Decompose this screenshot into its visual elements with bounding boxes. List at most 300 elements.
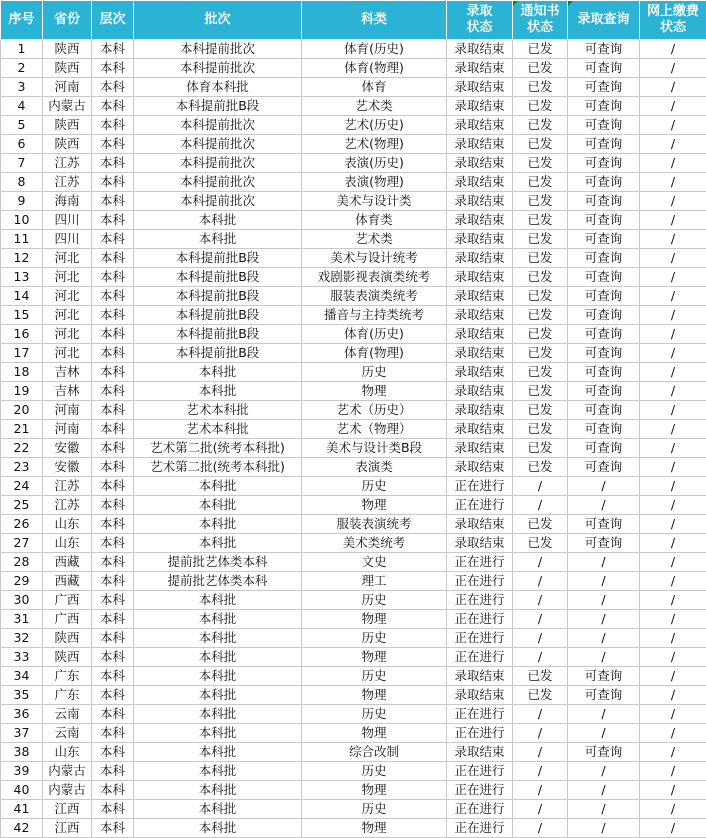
cell-batch: 本科提前批次 xyxy=(134,173,302,192)
table-row xyxy=(1,496,706,515)
table-row xyxy=(1,78,706,97)
cell-admission-query: 可查询 xyxy=(568,287,640,306)
cell-admission-query: 可查询 xyxy=(568,40,640,59)
cell-level: 本科 xyxy=(92,59,134,78)
cell-level: 本科 xyxy=(92,515,134,534)
cell-payment-status: / xyxy=(640,534,706,553)
header-payment-status xyxy=(640,1,706,40)
cell-admission-status: 录取结束 xyxy=(447,268,513,287)
cell-notice-status: 已发 xyxy=(513,192,568,211)
cell-payment-status: / xyxy=(640,553,706,572)
table-row xyxy=(1,800,706,819)
table-row xyxy=(1,534,706,553)
table-row xyxy=(1,686,706,705)
cell-notice-status: 已发 xyxy=(513,420,568,439)
cell-payment-status: / xyxy=(640,686,706,705)
cell-province: 河南 xyxy=(43,78,92,97)
cell-notice-status: 已发 xyxy=(513,78,568,97)
cell-level: 本科 xyxy=(92,534,134,553)
cell-level: 本科 xyxy=(92,591,134,610)
cell-index: 2 xyxy=(1,59,43,78)
cell-province: 江苏 xyxy=(43,173,92,192)
table-row xyxy=(1,667,706,686)
table-row xyxy=(1,306,706,325)
cell-level: 本科 xyxy=(92,705,134,724)
cell-admission-status: 录取结束 xyxy=(447,306,513,325)
cell-category: 服装表演统考 xyxy=(302,515,447,534)
cell-level: 本科 xyxy=(92,249,134,268)
cell-level: 本科 xyxy=(92,173,134,192)
cell-category: 表演(物理) xyxy=(302,173,447,192)
table-row xyxy=(1,705,706,724)
cell-payment-status: / xyxy=(640,154,706,173)
cell-notice-status: / xyxy=(513,496,568,515)
cell-level: 本科 xyxy=(92,325,134,344)
cell-category: 艺术（物理） xyxy=(302,420,447,439)
cell-category: 艺术类 xyxy=(302,230,447,249)
cell-category: 艺术(物理) xyxy=(302,135,447,154)
cell-category: 历史 xyxy=(302,667,447,686)
cell-index: 22 xyxy=(1,439,43,458)
cell-notice-status: 已发 xyxy=(513,211,568,230)
cell-batch: 艺术第二批(统考本科批) xyxy=(134,458,302,477)
table-row xyxy=(1,268,706,287)
comment-marker-icon xyxy=(568,1,573,6)
cell-notice-status: / xyxy=(513,629,568,648)
cell-category: 体育(历史) xyxy=(302,40,447,59)
cell-payment-status: / xyxy=(640,477,706,496)
cell-admission-query: / xyxy=(568,648,640,667)
cell-index: 40 xyxy=(1,781,43,800)
cell-batch: 本科批 xyxy=(134,477,302,496)
cell-notice-status: 已发 xyxy=(513,344,568,363)
cell-level: 本科 xyxy=(92,97,134,116)
cell-notice-status: 已发 xyxy=(513,59,568,78)
cell-admission-status: 录取结束 xyxy=(447,97,513,116)
cell-batch: 本科提前批次 xyxy=(134,59,302,78)
cell-payment-status: / xyxy=(640,705,706,724)
cell-admission-query: / xyxy=(568,496,640,515)
cell-level: 本科 xyxy=(92,572,134,591)
cell-admission-query: / xyxy=(568,819,640,838)
cell-level: 本科 xyxy=(92,401,134,420)
cell-batch: 提前批艺体类本科 xyxy=(134,572,302,591)
cell-batch: 本科批 xyxy=(134,363,302,382)
cell-category: 体育(物理) xyxy=(302,59,447,78)
cell-category: 历史 xyxy=(302,629,447,648)
comment-marker-icon xyxy=(513,1,518,6)
cell-province: 广西 xyxy=(43,591,92,610)
cell-category: 艺术类 xyxy=(302,97,447,116)
cell-index: 27 xyxy=(1,534,43,553)
cell-level: 本科 xyxy=(92,686,134,705)
table-row xyxy=(1,154,706,173)
cell-admission-status: 正在进行 xyxy=(447,724,513,743)
cell-admission-status: 录取结束 xyxy=(447,211,513,230)
table-row xyxy=(1,477,706,496)
header-label: 通知书 状态 xyxy=(520,4,559,35)
cell-index: 28 xyxy=(1,553,43,572)
cell-admission-query: 可查询 xyxy=(568,211,640,230)
cell-payment-status: / xyxy=(640,743,706,762)
cell-province: 内蒙古 xyxy=(43,762,92,781)
cell-level: 本科 xyxy=(92,496,134,515)
cell-notice-status: 已发 xyxy=(513,382,568,401)
header-admission-query xyxy=(568,1,640,40)
cell-category: 体育 xyxy=(302,78,447,97)
cell-category: 表演(历史) xyxy=(302,154,447,173)
cell-admission-query: / xyxy=(568,591,640,610)
cell-index: 36 xyxy=(1,705,43,724)
cell-province: 河北 xyxy=(43,344,92,363)
cell-index: 3 xyxy=(1,78,43,97)
cell-province: 吉林 xyxy=(43,382,92,401)
cell-index: 26 xyxy=(1,515,43,534)
table-row xyxy=(1,458,706,477)
cell-admission-query: / xyxy=(568,800,640,819)
cell-index: 30 xyxy=(1,591,43,610)
cell-index: 7 xyxy=(1,154,43,173)
cell-province: 山东 xyxy=(43,743,92,762)
cell-notice-status: / xyxy=(513,477,568,496)
cell-admission-status: 录取结束 xyxy=(447,458,513,477)
cell-admission-status: 录取结束 xyxy=(447,173,513,192)
cell-admission-query: / xyxy=(568,572,640,591)
cell-payment-status: / xyxy=(640,439,706,458)
cell-notice-status: 已发 xyxy=(513,116,568,135)
cell-admission-query: 可查询 xyxy=(568,78,640,97)
cell-payment-status: / xyxy=(640,648,706,667)
table-row xyxy=(1,173,706,192)
cell-notice-status: / xyxy=(513,705,568,724)
cell-admission-query: 可查询 xyxy=(568,230,640,249)
cell-admission-status: 录取结束 xyxy=(447,515,513,534)
cell-admission-query: 可查询 xyxy=(568,363,640,382)
cell-admission-query: / xyxy=(568,724,640,743)
cell-payment-status: / xyxy=(640,401,706,420)
cell-index: 16 xyxy=(1,325,43,344)
cell-batch: 本科提前批B段 xyxy=(134,306,302,325)
cell-level: 本科 xyxy=(92,287,134,306)
cell-province: 河南 xyxy=(43,401,92,420)
cell-batch: 本科提前批B段 xyxy=(134,268,302,287)
cell-admission-query: 可查询 xyxy=(568,249,640,268)
cell-admission-status: 录取结束 xyxy=(447,401,513,420)
cell-level: 本科 xyxy=(92,306,134,325)
table-row xyxy=(1,40,706,59)
cell-province: 陕西 xyxy=(43,648,92,667)
cell-admission-query: 可查询 xyxy=(568,534,640,553)
cell-province: 内蒙古 xyxy=(43,781,92,800)
cell-index: 34 xyxy=(1,667,43,686)
cell-batch: 本科批 xyxy=(134,496,302,515)
cell-batch: 本科批 xyxy=(134,211,302,230)
header-level xyxy=(92,1,134,40)
cell-category: 体育类 xyxy=(302,211,447,230)
cell-admission-status: 录取结束 xyxy=(447,325,513,344)
cell-payment-status: / xyxy=(640,173,706,192)
cell-index: 42 xyxy=(1,819,43,838)
cell-category: 历史 xyxy=(302,363,447,382)
cell-index: 33 xyxy=(1,648,43,667)
table-row xyxy=(1,648,706,667)
cell-index: 6 xyxy=(1,135,43,154)
cell-batch: 本科批 xyxy=(134,686,302,705)
cell-admission-query: 可查询 xyxy=(568,154,640,173)
cell-payment-status: / xyxy=(640,762,706,781)
cell-level: 本科 xyxy=(92,819,134,838)
cell-payment-status: / xyxy=(640,629,706,648)
cell-batch: 艺术本科批 xyxy=(134,420,302,439)
cell-category: 美术类统考 xyxy=(302,534,447,553)
cell-notice-status: / xyxy=(513,781,568,800)
cell-admission-status: 录取结束 xyxy=(447,135,513,154)
table-row xyxy=(1,192,706,211)
cell-index: 20 xyxy=(1,401,43,420)
cell-level: 本科 xyxy=(92,116,134,135)
cell-admission-query: / xyxy=(568,705,640,724)
cell-batch: 本科提前批次 xyxy=(134,40,302,59)
cell-index: 5 xyxy=(1,116,43,135)
cell-category: 历史 xyxy=(302,591,447,610)
cell-province: 陕西 xyxy=(43,59,92,78)
table-row xyxy=(1,762,706,781)
cell-admission-query: 可查询 xyxy=(568,458,640,477)
header-category xyxy=(302,1,447,40)
header-label: 批次 xyxy=(204,12,230,27)
table-row xyxy=(1,135,706,154)
cell-index: 37 xyxy=(1,724,43,743)
cell-index: 14 xyxy=(1,287,43,306)
table-body xyxy=(1,40,706,838)
cell-payment-status: / xyxy=(640,211,706,230)
cell-batch: 本科批 xyxy=(134,230,302,249)
cell-category: 物理 xyxy=(302,648,447,667)
cell-batch: 本科批 xyxy=(134,781,302,800)
cell-payment-status: / xyxy=(640,382,706,401)
cell-index: 41 xyxy=(1,800,43,819)
cell-category: 物理 xyxy=(302,496,447,515)
cell-admission-status: 录取结束 xyxy=(447,420,513,439)
cell-payment-status: / xyxy=(640,781,706,800)
cell-category: 历史 xyxy=(302,762,447,781)
cell-index: 24 xyxy=(1,477,43,496)
cell-notice-status: 已发 xyxy=(513,97,568,116)
cell-category: 艺术(历史) xyxy=(302,116,447,135)
cell-index: 9 xyxy=(1,192,43,211)
cell-admission-query: / xyxy=(568,762,640,781)
cell-payment-status: / xyxy=(640,724,706,743)
cell-admission-query: 可查询 xyxy=(568,268,640,287)
cell-batch: 本科批 xyxy=(134,724,302,743)
cell-level: 本科 xyxy=(92,40,134,59)
table-row xyxy=(1,591,706,610)
cell-province: 吉林 xyxy=(43,363,92,382)
cell-admission-status: 正在进行 xyxy=(447,800,513,819)
table-row xyxy=(1,553,706,572)
cell-level: 本科 xyxy=(92,477,134,496)
cell-payment-status: / xyxy=(640,268,706,287)
header-label: 科类 xyxy=(361,12,387,27)
cell-admission-query: 可查询 xyxy=(568,420,640,439)
table-row xyxy=(1,344,706,363)
table-row xyxy=(1,515,706,534)
cell-admission-status: 录取结束 xyxy=(447,667,513,686)
cell-level: 本科 xyxy=(92,667,134,686)
cell-category: 历史 xyxy=(302,477,447,496)
cell-notice-status: / xyxy=(513,553,568,572)
cell-payment-status: / xyxy=(640,363,706,382)
cell-admission-status: 录取结束 xyxy=(447,40,513,59)
header-index xyxy=(1,1,43,40)
cell-category: 历史 xyxy=(302,705,447,724)
cell-payment-status: / xyxy=(640,819,706,838)
cell-batch: 体育本科批 xyxy=(134,78,302,97)
cell-admission-query: 可查询 xyxy=(568,59,640,78)
cell-admission-query: 可查询 xyxy=(568,686,640,705)
cell-notice-status: 已发 xyxy=(513,458,568,477)
cell-notice-status: / xyxy=(513,800,568,819)
cell-category: 综合改制 xyxy=(302,743,447,762)
cell-admission-status: 正在进行 xyxy=(447,781,513,800)
cell-admission-status: 正在进行 xyxy=(447,648,513,667)
cell-level: 本科 xyxy=(92,762,134,781)
cell-admission-status: 录取结束 xyxy=(447,363,513,382)
cell-province: 海南 xyxy=(43,192,92,211)
cell-category: 戏剧影视表演类统考 xyxy=(302,268,447,287)
cell-index: 15 xyxy=(1,306,43,325)
cell-category: 表演类 xyxy=(302,458,447,477)
cell-admission-query: / xyxy=(568,629,640,648)
cell-category: 服装表演类统考 xyxy=(302,287,447,306)
cell-notice-status: 已发 xyxy=(513,249,568,268)
cell-admission-status: 正在进行 xyxy=(447,705,513,724)
cell-admission-query: 可查询 xyxy=(568,344,640,363)
cell-admission-status: 正在进行 xyxy=(447,610,513,629)
cell-payment-status: / xyxy=(640,306,706,325)
cell-level: 本科 xyxy=(92,743,134,762)
cell-level: 本科 xyxy=(92,192,134,211)
cell-level: 本科 xyxy=(92,382,134,401)
cell-notice-status: 已发 xyxy=(513,515,568,534)
cell-notice-status: / xyxy=(513,572,568,591)
cell-batch: 本科批 xyxy=(134,819,302,838)
table-row xyxy=(1,116,706,135)
cell-category: 美术与设计类 xyxy=(302,192,447,211)
cell-payment-status: / xyxy=(640,230,706,249)
cell-notice-status: 已发 xyxy=(513,306,568,325)
cell-category: 体育(历史) xyxy=(302,325,447,344)
cell-batch: 本科提前批B段 xyxy=(134,287,302,306)
cell-batch: 本科批 xyxy=(134,743,302,762)
cell-level: 本科 xyxy=(92,724,134,743)
cell-index: 38 xyxy=(1,743,43,762)
cell-admission-status: 正在进行 xyxy=(447,477,513,496)
cell-index: 31 xyxy=(1,610,43,629)
cell-notice-status: 已发 xyxy=(513,325,568,344)
cell-level: 本科 xyxy=(92,363,134,382)
cell-payment-status: / xyxy=(640,116,706,135)
cell-province: 西藏 xyxy=(43,553,92,572)
cell-category: 物理 xyxy=(302,686,447,705)
cell-admission-query: / xyxy=(568,553,640,572)
cell-batch: 本科批 xyxy=(134,762,302,781)
cell-index: 25 xyxy=(1,496,43,515)
cell-province: 河北 xyxy=(43,287,92,306)
cell-notice-status: 已发 xyxy=(513,268,568,287)
cell-level: 本科 xyxy=(92,230,134,249)
cell-index: 17 xyxy=(1,344,43,363)
cell-level: 本科 xyxy=(92,154,134,173)
cell-level: 本科 xyxy=(92,629,134,648)
cell-admission-query: 可查询 xyxy=(568,116,640,135)
table-row xyxy=(1,59,706,78)
cell-index: 1 xyxy=(1,40,43,59)
cell-province: 广东 xyxy=(43,667,92,686)
header-province xyxy=(43,1,92,40)
cell-payment-status: / xyxy=(640,192,706,211)
cell-notice-status: 已发 xyxy=(513,401,568,420)
cell-admission-status: 录取结束 xyxy=(447,287,513,306)
cell-admission-status: 录取结束 xyxy=(447,249,513,268)
cell-province: 江西 xyxy=(43,819,92,838)
cell-admission-status: 录取结束 xyxy=(447,743,513,762)
cell-admission-query: 可查询 xyxy=(568,743,640,762)
cell-admission-query: 可查询 xyxy=(568,382,640,401)
cell-payment-status: / xyxy=(640,97,706,116)
cell-category: 美术与设计类B段 xyxy=(302,439,447,458)
cell-category: 历史 xyxy=(302,800,447,819)
cell-admission-status: 正在进行 xyxy=(447,553,513,572)
cell-admission-status: 录取结束 xyxy=(447,686,513,705)
cell-province: 陕西 xyxy=(43,40,92,59)
cell-province: 西藏 xyxy=(43,572,92,591)
cell-category: 物理 xyxy=(302,610,447,629)
cell-province: 河北 xyxy=(43,268,92,287)
cell-batch: 艺术第二批(统考本科批) xyxy=(134,439,302,458)
cell-index: 18 xyxy=(1,363,43,382)
cell-index: 32 xyxy=(1,629,43,648)
cell-payment-status: / xyxy=(640,325,706,344)
cell-payment-status: / xyxy=(640,591,706,610)
cell-index: 19 xyxy=(1,382,43,401)
cell-batch: 本科提前批次 xyxy=(134,116,302,135)
cell-index: 39 xyxy=(1,762,43,781)
cell-admission-query: 可查询 xyxy=(568,97,640,116)
cell-admission-status: 正在进行 xyxy=(447,629,513,648)
cell-level: 本科 xyxy=(92,439,134,458)
cell-admission-status: 录取结束 xyxy=(447,230,513,249)
cell-level: 本科 xyxy=(92,800,134,819)
cell-notice-status: 已发 xyxy=(513,287,568,306)
cell-notice-status: 已发 xyxy=(513,135,568,154)
table-row xyxy=(1,97,706,116)
table-row xyxy=(1,287,706,306)
cell-category: 艺术（历史） xyxy=(302,401,447,420)
table-row xyxy=(1,249,706,268)
cell-level: 本科 xyxy=(92,78,134,97)
cell-province: 云南 xyxy=(43,705,92,724)
cell-batch: 本科批 xyxy=(134,629,302,648)
cell-batch: 本科批 xyxy=(134,667,302,686)
cell-notice-status: 已发 xyxy=(513,363,568,382)
header-notice-status xyxy=(513,1,568,40)
cell-payment-status: / xyxy=(640,572,706,591)
cell-category: 物理 xyxy=(302,382,447,401)
cell-province: 四川 xyxy=(43,211,92,230)
cell-index: 10 xyxy=(1,211,43,230)
table-row xyxy=(1,629,706,648)
